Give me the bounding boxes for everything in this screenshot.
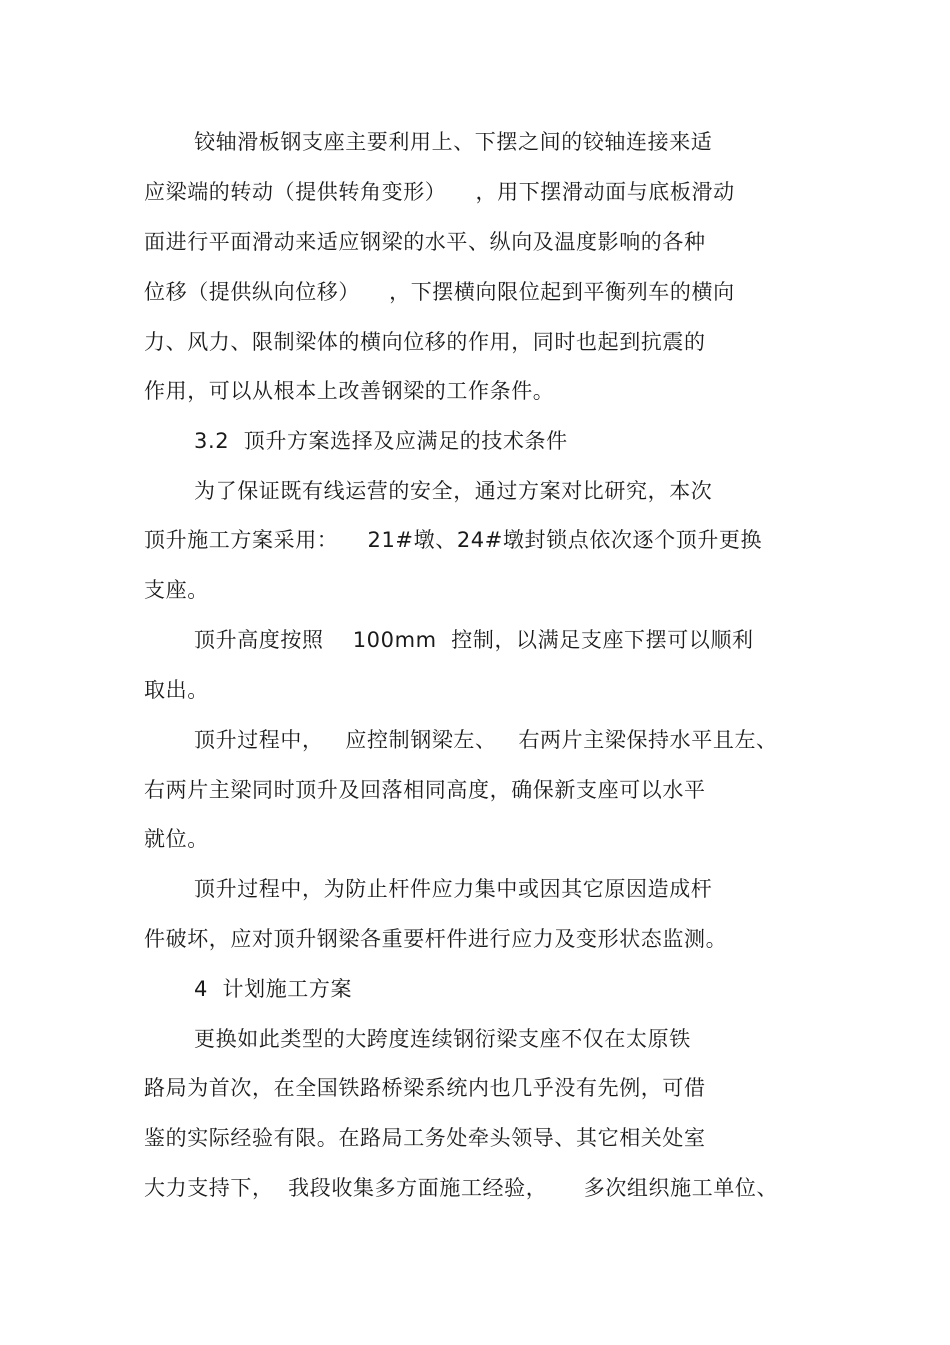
paragraph-line: 取出。 xyxy=(144,678,209,702)
paragraph-line: 顶升施工方案采用： 21#墩、24#墩封锁点依次逐个顶升更换 xyxy=(144,528,763,552)
paragraph-line: 支座。 xyxy=(144,578,209,602)
paragraph-line: 顶升高度按照 100mm 控制，以满足支座下摆可以顺利 xyxy=(194,628,754,652)
paragraph-line: 大力支持下， 我段收集多方面施工经验， 多次组织施工单位、 xyxy=(144,1176,779,1200)
paragraph-line: 顶升过程中，为防止杆件应力集中或因其它原因造成杆 xyxy=(194,877,713,901)
paragraph-line: 为了保证既有线运营的安全，通过方案对比研究，本次 xyxy=(194,479,713,503)
paragraph-line: 力、风力、限制梁体的横向位移的作用，同时也起到抗震的 xyxy=(144,330,706,354)
paragraph-line: 更换如此类型的大跨度连续钢衍梁支座不仅在太原铁 xyxy=(194,1027,691,1051)
paragraph-line: 右两片主梁同时顶升及回落相同高度，确保新支座可以水平 xyxy=(144,778,706,802)
paragraph-line: 铰轴滑板钢支座主要利用上、下摆之间的铰轴连接来适 xyxy=(194,130,713,154)
paragraph-line: 位移（提供纵向位移） ，下摆横向限位起到平衡列车的横向 xyxy=(144,280,735,304)
section-heading: 3.2 顶升方案选择及应满足的技术条件 xyxy=(194,429,568,453)
paragraph-line: 应梁端的转动（提供转角变形） ，用下摆滑动面与底板滑动 xyxy=(144,180,735,204)
paragraph-line: 面进行平面滑动来适应钢梁的水平、纵向及温度影响的各种 xyxy=(144,230,706,254)
paragraph-line: 鉴的实际经验有限。在路局工务处牵头领导、其它相关处室 xyxy=(144,1126,706,1150)
paragraph-line: 顶升过程中， 应控制钢梁左、 右两片主梁保持水平且左、 xyxy=(194,728,778,752)
paragraph-line: 路局为首次，在全国铁路桥梁系统内也几乎没有先例，可借 xyxy=(144,1076,706,1100)
paragraph-line: 就位。 xyxy=(144,827,209,851)
paragraph-line: 作用，可以从根本上改善钢梁的工作条件。 xyxy=(144,379,555,403)
section-heading: 4 计划施工方案 xyxy=(194,977,353,1001)
paragraph-line: 件破坏，应对顶升钢梁各重要杆件进行应力及变形状态监测。 xyxy=(144,927,728,951)
